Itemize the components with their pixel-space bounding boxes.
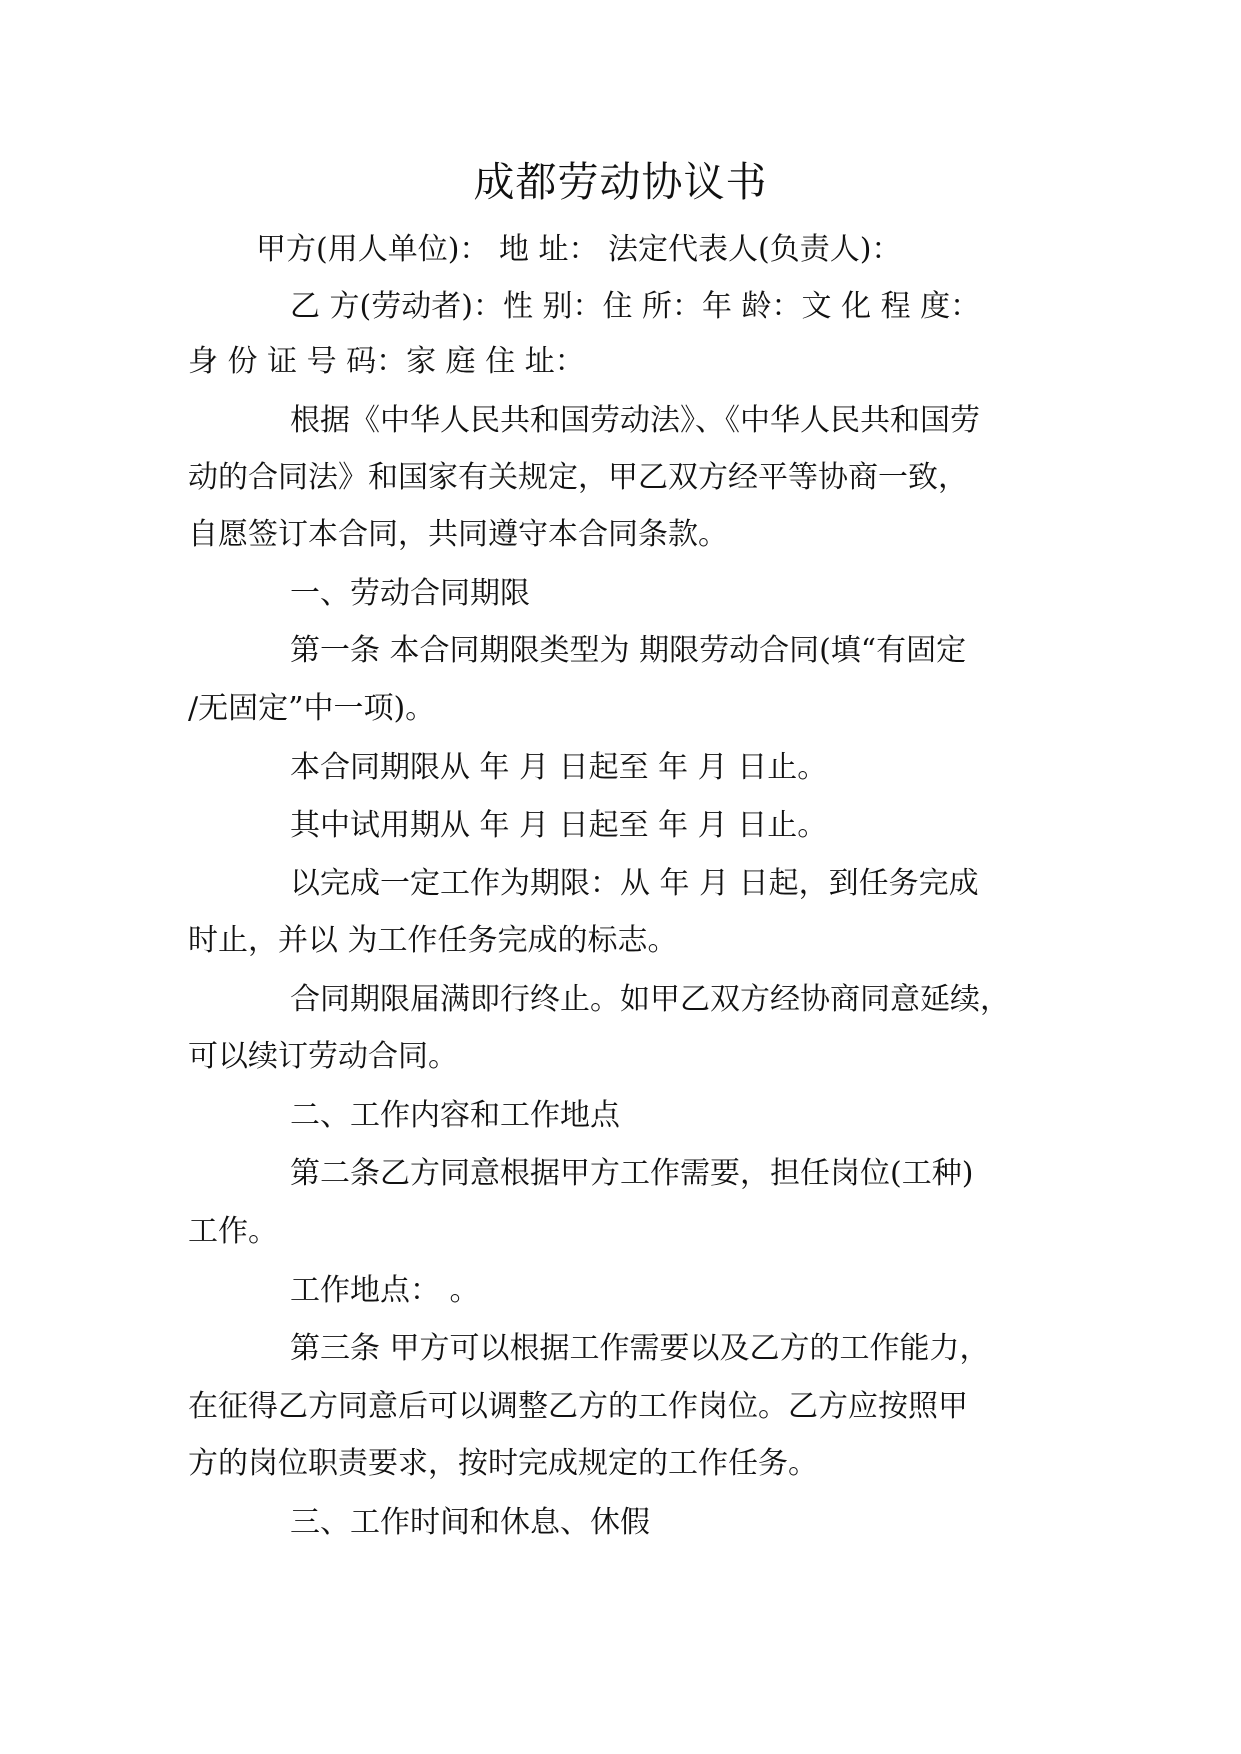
article-3-line-1: 第三条 甲方可以根据工作需要以及乙方的工作能力， bbox=[290, 1331, 990, 1366]
task-term-line-2: 时止，并以 为工作任务完成的标志。 bbox=[188, 923, 678, 958]
preamble-line-2: 动的合同法》和国家有关规定，甲乙双方经平等协商一致， bbox=[188, 460, 968, 495]
expiry-line-2: 可以续订劳动合同。 bbox=[188, 1039, 458, 1074]
article-3-line-2: 在征得乙方同意后可以调整乙方的工作岗位。乙方应按照甲 bbox=[188, 1389, 968, 1424]
article-1-line-2: /无固定”中一项)。 bbox=[188, 691, 436, 726]
section-2-heading: 二、工作内容和工作地点 bbox=[290, 1098, 620, 1133]
party-b-line: 乙 方(劳动者)：性 别：住 所：年 龄：文 化 程 度： bbox=[290, 289, 981, 324]
section-3-heading: 三、工作时间和休息、休假 bbox=[290, 1505, 650, 1540]
work-location-line: 工作地点： 。 bbox=[290, 1273, 480, 1308]
task-term-line-1: 以完成一定工作为期限：从 年 月 日起，到任务完成 bbox=[290, 866, 979, 901]
document-title: 成都劳动协议书 bbox=[473, 158, 768, 206]
article-1-line-1: 第一条 本合同期限类型为 期限劳动合同(填“有固定 bbox=[290, 633, 967, 668]
preamble-line-3: 自愿签订本合同，共同遵守本合同条款。 bbox=[188, 517, 728, 552]
probation-term-line: 其中试用期从 年 月 日起至 年 月 日止。 bbox=[290, 808, 828, 843]
article-2-line-1: 第二条乙方同意根据甲方工作需要，担任岗位(工种) bbox=[290, 1156, 974, 1191]
section-1-heading: 一、劳动合同期限 bbox=[290, 576, 530, 611]
article-2-line-2: 工作。 bbox=[188, 1214, 278, 1249]
party-a-line: 甲方(用人单位)： 地 址： 法定代表人(负责人)： bbox=[256, 232, 902, 267]
article-3-line-3: 方的岗位职责要求，按时完成规定的工作任务。 bbox=[188, 1446, 818, 1481]
preamble-line-1: 根据《中华人民共和国劳动法》、《中华人民共和国劳 bbox=[290, 403, 980, 438]
id-address-line: 身 份 证 号 码：家 庭 住 址： bbox=[188, 344, 585, 379]
contract-term-line: 本合同期限从 年 月 日起至 年 月 日止。 bbox=[290, 750, 828, 785]
expiry-line-1: 合同期限届满即行终止。如甲乙双方经协商同意延续， bbox=[290, 982, 1010, 1017]
